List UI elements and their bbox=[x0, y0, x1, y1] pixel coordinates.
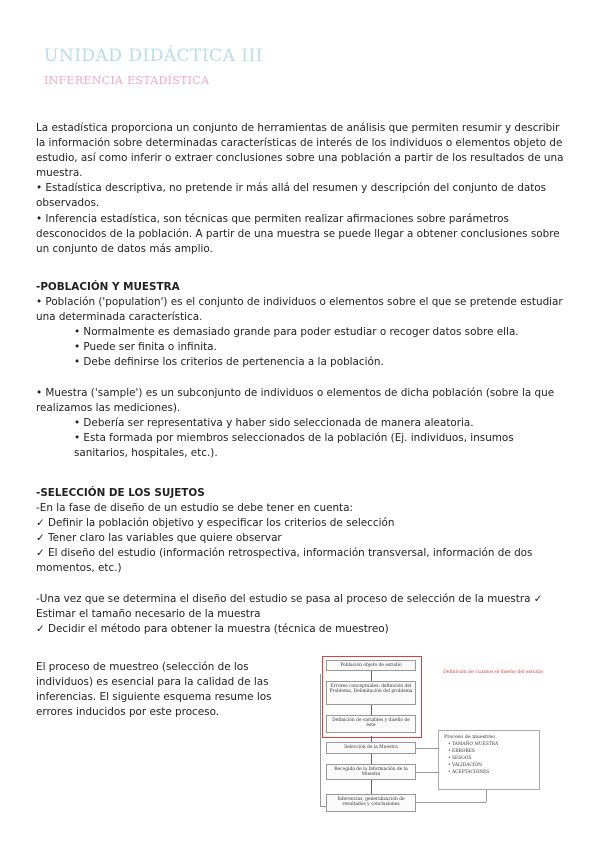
muestreo-text: El proceso de muestreo (selección de los individuos) es esencial para la calidad de las inferencias. El siguiente esquema resume los errores inducidos por este proceso. bbox=[36, 661, 272, 719]
diagram-connector bbox=[486, 790, 487, 802]
side-box-title: Proceso de muestreo bbox=[444, 735, 496, 740]
side-box-item: • ERRORES bbox=[448, 749, 475, 754]
section-title-poblacion: -POBLACIÓN Y MUESTRA bbox=[36, 281, 180, 293]
diagram-box-seleccion: Selección de la Muestra bbox=[326, 742, 416, 754]
seleccion-check: ✓ Tener claro las variables que quiere observar bbox=[36, 532, 282, 545]
intro-paragraph: La estadística proporciona un conjunto de herramientas de análisis que permiten resumir y describir la información sobre determinadas características de interés de los individuos o elementos objeto de estudio, así como inferir o extraer conclusiones sobre una población a partir de los resultados de una muestra. bbox=[36, 122, 564, 180]
diagram-side-box bbox=[438, 730, 540, 790]
diagram-arrow bbox=[371, 705, 372, 715]
seleccion-section bbox=[36, 486, 570, 637]
diagram-box-recogida: Recogida de la Información de la Muestra bbox=[326, 764, 416, 780]
sampling-diagram bbox=[318, 654, 584, 822]
page-title: UNIDAD DIDÁCTICA III bbox=[44, 46, 264, 66]
poblacion-item: • Puede ser finita o infinita. bbox=[74, 341, 217, 354]
diagram-box-errores: Errores conceptuales: definición del Problema, Delimitación del problema bbox=[326, 681, 416, 705]
diagram-feedback-line bbox=[320, 806, 326, 807]
side-box-item: • SESGOS bbox=[448, 756, 472, 761]
side-box-item: • VALIDACIÓN bbox=[448, 763, 482, 768]
diagram-arrow bbox=[371, 780, 372, 794]
section-title-seleccion: -SELECCIÓN DE LOS SUJETOS bbox=[36, 487, 205, 499]
intro-bullet-descriptiva: • Estadística descriptiva, no pretende ir más allá del resumen y descripción del conjunto de datos observados. bbox=[36, 182, 547, 210]
muestreo-intro bbox=[36, 660, 276, 720]
intro-section bbox=[36, 121, 570, 257]
seleccion-after: -Una vez que se determina el diseño del estudio se pasa al proceso de selección de la muestra ✓ Estimar el tamaño necesario de la muestra bbox=[36, 592, 543, 620]
side-box-item: • TAMAÑO MUESTRA bbox=[448, 742, 499, 747]
side-box-item: • ACEPTACIONES bbox=[448, 770, 490, 775]
seleccion-lead: -En la fase de diseño de un estudio se debe tener en cuenta: bbox=[36, 502, 354, 515]
diagram-arrow bbox=[371, 754, 372, 764]
diagram-box-poblacion: Población objeto de estudio bbox=[326, 660, 416, 671]
diagram-box-inferencias: Inferencias, generalización de resultados y conclusiones bbox=[326, 794, 416, 812]
diagram-feedback-line bbox=[320, 674, 321, 806]
intro-bullet-inferencia: • Inferencia estadística, son técnicas que permiten realizar afirmaciones sobre parámetros desconocidos de la población. A partir de una muestra se puede llegar a obtener conclusiones sobre un conjunto de datos más amplio. bbox=[36, 212, 560, 255]
page-subtitle: INFERENCIA ESTADÍSTICA bbox=[44, 74, 210, 87]
poblacion-definition: • Población ('population') es el conjunto de individuos o elementos sobre el que se pretende estudiar una determinada característica. bbox=[36, 296, 563, 324]
muestra-item: • Esta formada por miembros seleccionados de la población (Ej. individuos, insumos sanitarios, hospitales, etc.). bbox=[74, 431, 514, 459]
diagram-arrow bbox=[371, 671, 372, 681]
poblacion-item: • Debe definirse los criterios de pertenencia a la población. bbox=[74, 356, 384, 369]
muestra-definition: • Muestra ('sample') es un subconjunto de individuos o elementos de dicha población (sobre la que realizamos las mediciones). bbox=[36, 386, 555, 414]
muestra-item: • Debería ser representativa y haber sido seleccionada de manera aleatoria. bbox=[74, 416, 474, 429]
diagram-connector bbox=[416, 802, 486, 803]
diagram-box-variables: Definición de variables y diseño de éste bbox=[326, 715, 416, 733]
seleccion-check: ✓ El diseño del estudio (información retrospectiva, información transversal, información de dos momentos, etc.) bbox=[36, 547, 533, 575]
diagram-red-note: Definición de cuantos el diseño del estudio bbox=[443, 670, 543, 675]
diagram-connector bbox=[416, 772, 438, 773]
diagram-connector bbox=[416, 748, 438, 749]
poblacion-section bbox=[36, 280, 570, 461]
seleccion-check: ✓ Definir la población objetivo y especificar los criterios de selección bbox=[36, 517, 395, 530]
seleccion-after2: ✓ Decidir el método para obtener la muestra (técnica de muestreo) bbox=[36, 622, 389, 635]
poblacion-item: • Normalmente es demasiado grande para poder estudiar o recoger datos sobre ella. bbox=[74, 326, 519, 339]
